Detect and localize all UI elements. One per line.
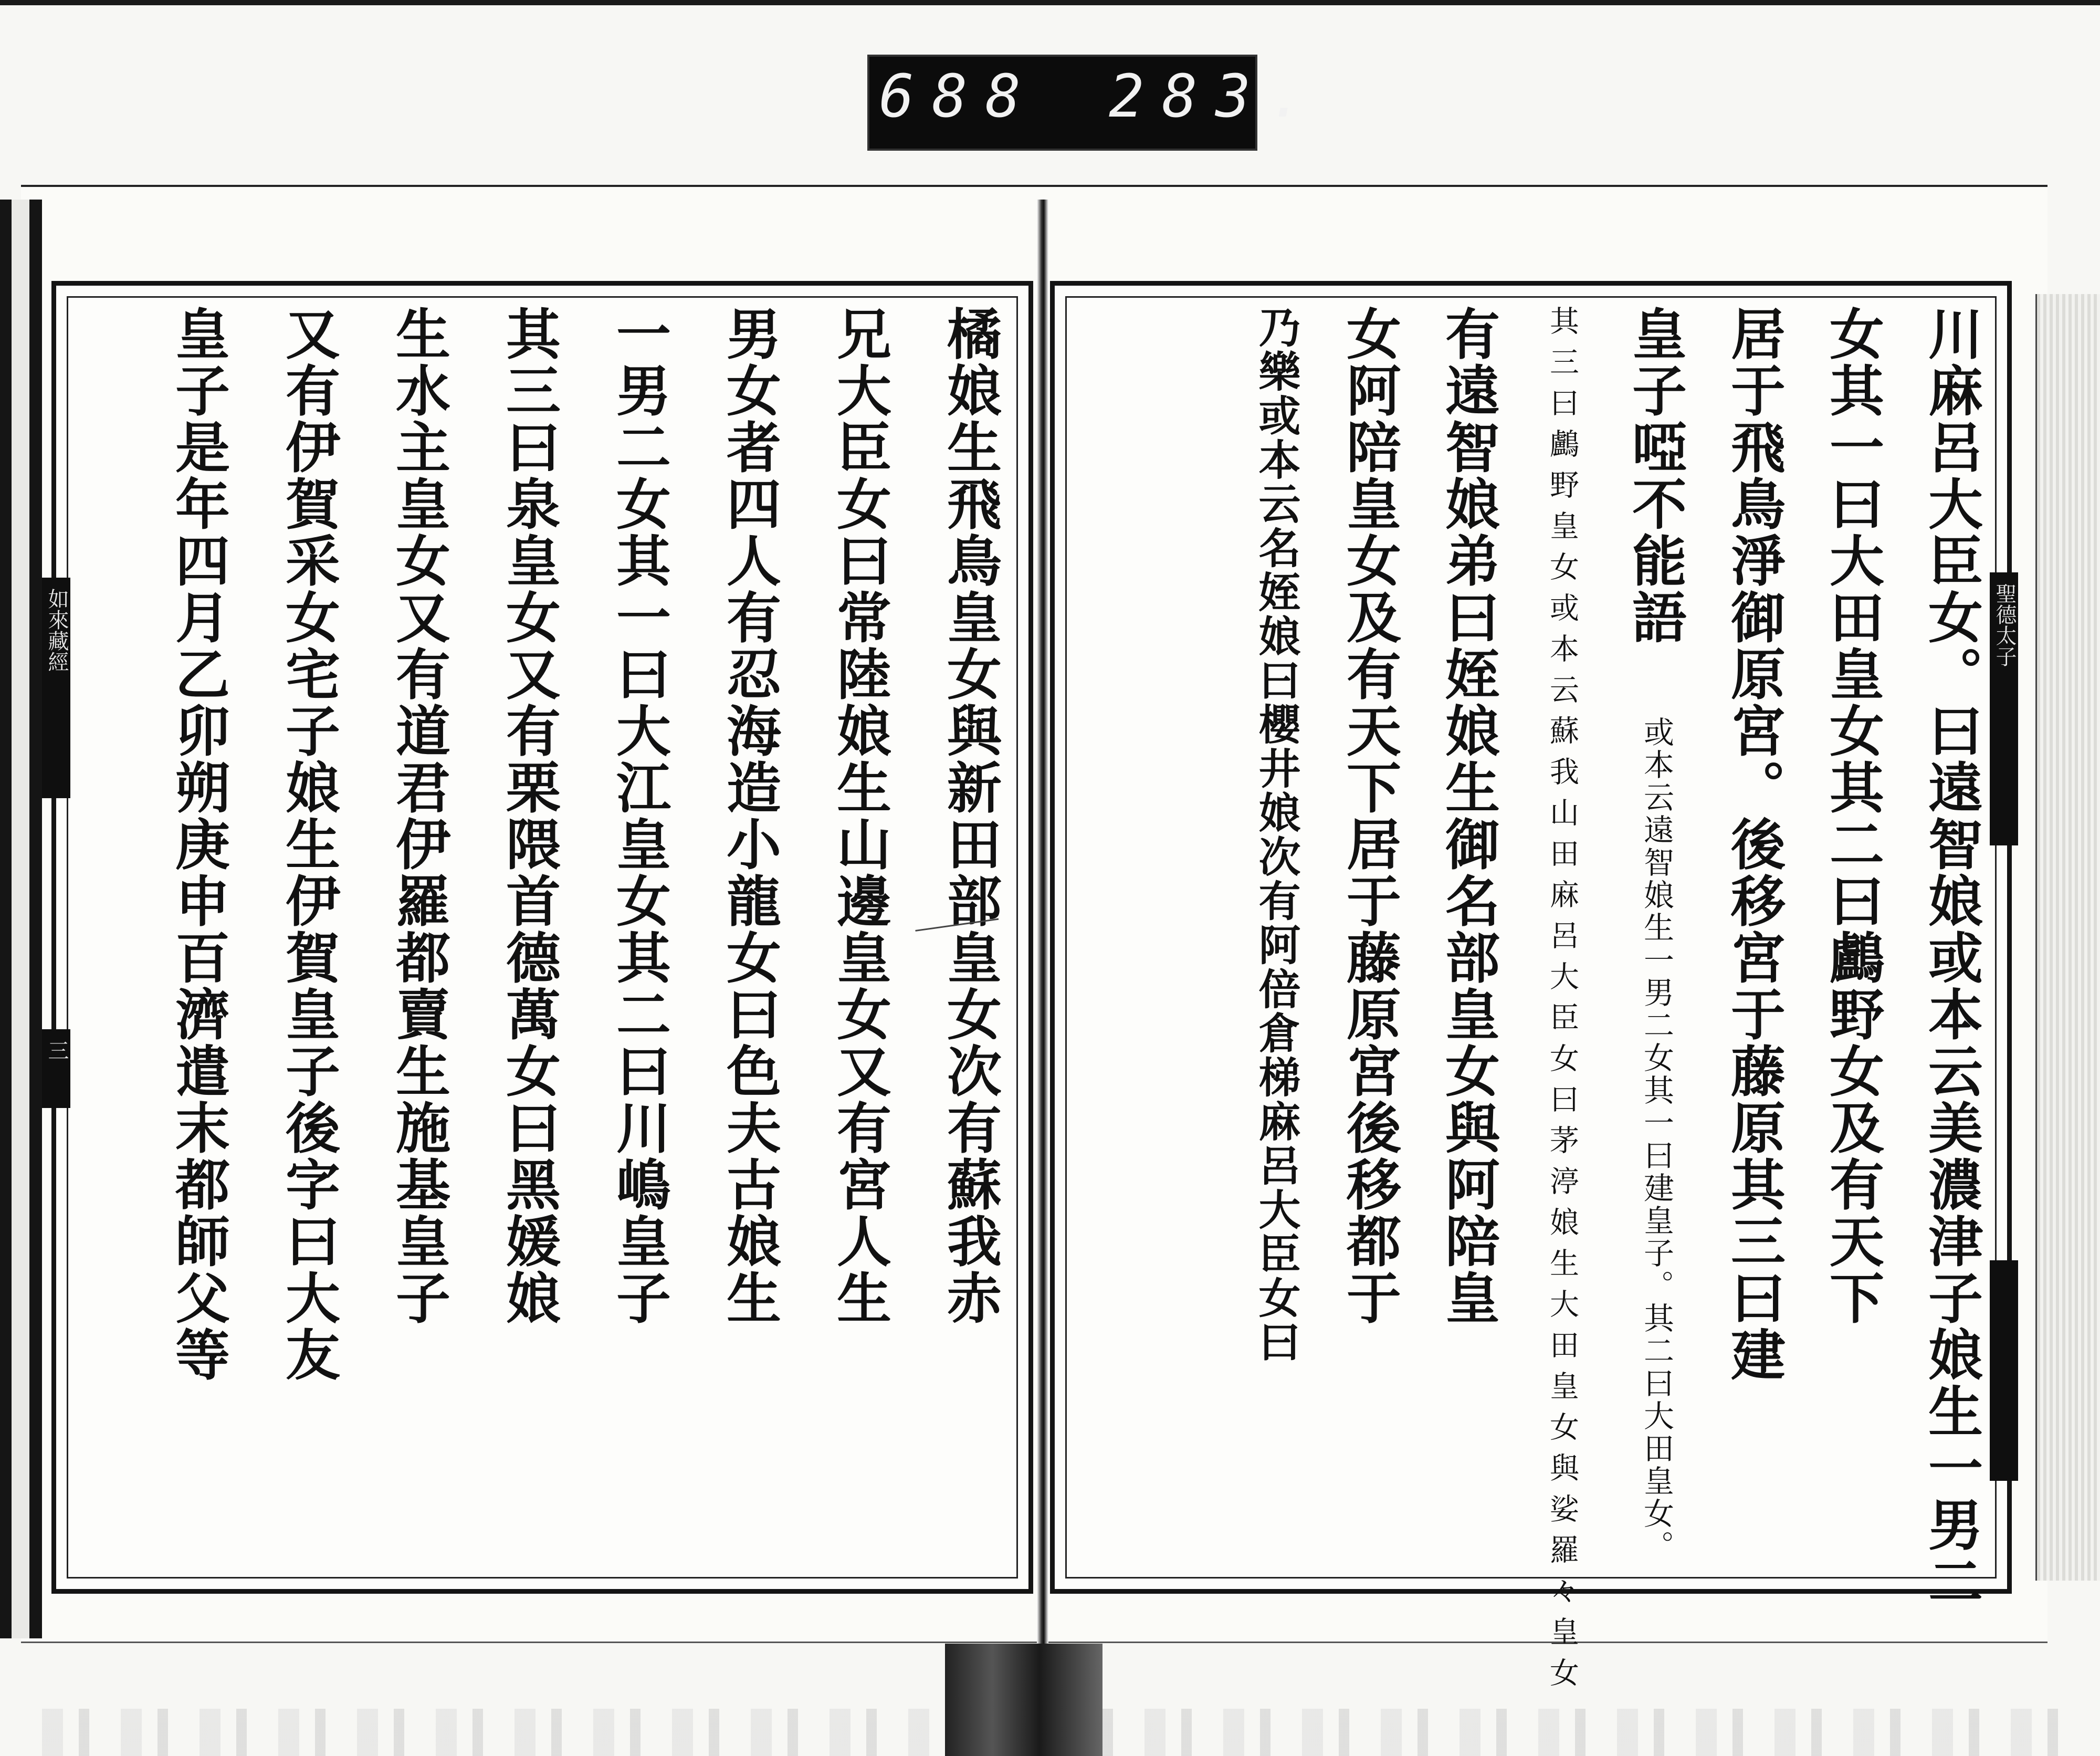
book-left-edge xyxy=(0,200,42,1638)
top-border xyxy=(0,0,2100,5)
text-column: 生水主皇女又有道君伊羅都賣生施基皇子 xyxy=(386,306,451,1326)
book-right-edge xyxy=(2035,294,2100,1581)
text-column: 女其一曰大田皇女其二曰鸕野女及有天下 xyxy=(1820,306,1885,1326)
text-column: 皇子啞不能語 xyxy=(1623,306,1687,646)
spine-shadow-foot xyxy=(945,1644,1102,1756)
right-page xyxy=(1050,281,2012,1698)
right-margin-tab: 聖德太子 xyxy=(1990,572,2018,845)
left-page xyxy=(51,281,1033,1594)
text-column-note: 或本云遠智娘生一男二女其一曰建皇子。其二曰大田皇女。 xyxy=(1639,716,1674,1563)
text-column: 女阿陪皇女及有天下居于藤原宮後移都于 xyxy=(1337,306,1402,1326)
catalog-number-left: 688 xyxy=(879,62,1039,131)
text-column: 一男二女其一曰大江皇女其二曰川嶋皇子 xyxy=(607,306,671,1326)
text-column: 兄大臣女曰常陸娘生山邊皇女又有宮人生 xyxy=(827,306,892,1326)
text-column: 乃樂或本云名姪娘曰櫻井娘次有阿倍倉梯麻呂大臣女曰 xyxy=(1252,306,1301,1364)
text-column: 橘娘生飛鳥皇女與新田部皇女次有蘇我赤 xyxy=(938,306,1002,1326)
catalog-number-plate xyxy=(867,55,1322,151)
text-column: 有遠智娘弟曰姪娘生御名部皇女與阿陪皇 xyxy=(1436,306,1500,1326)
left-margin-tab: 如來藏經 xyxy=(42,578,70,798)
text-column: 又有伊賀采女宅子娘生伊賀皇子後字曰大友 xyxy=(276,306,341,1383)
text-column: 居于飛鳥淨御原宮。後移宮于藤原其三曰建 xyxy=(1721,306,1786,1383)
text-column-note: 其三曰鸕野皇女或本云蘇我山田麻呂大臣女曰茅渟娘生大田皇女與娑羅々皇女 xyxy=(1545,306,1579,1698)
text-column: 男女者四人有忍海造小龍女曰色夫古娘生 xyxy=(717,306,782,1326)
book-spine xyxy=(1037,200,1048,1644)
left-gutter-folio: 三 xyxy=(42,1029,70,1108)
catalog-number-right: 283. xyxy=(1109,62,1322,131)
text-column: 其三曰泉皇女又有栗隈首德萬女曰黑媛娘 xyxy=(497,306,561,1326)
text-column: 川麻呂大臣女。曰遠智娘或本云美濃津子娘生一男二 xyxy=(1919,306,1983,1610)
text-column: 皇子是年四月乙卯朔庚申百濟遣末都師父等 xyxy=(166,306,230,1383)
right-margin-block xyxy=(1990,1260,2018,1481)
